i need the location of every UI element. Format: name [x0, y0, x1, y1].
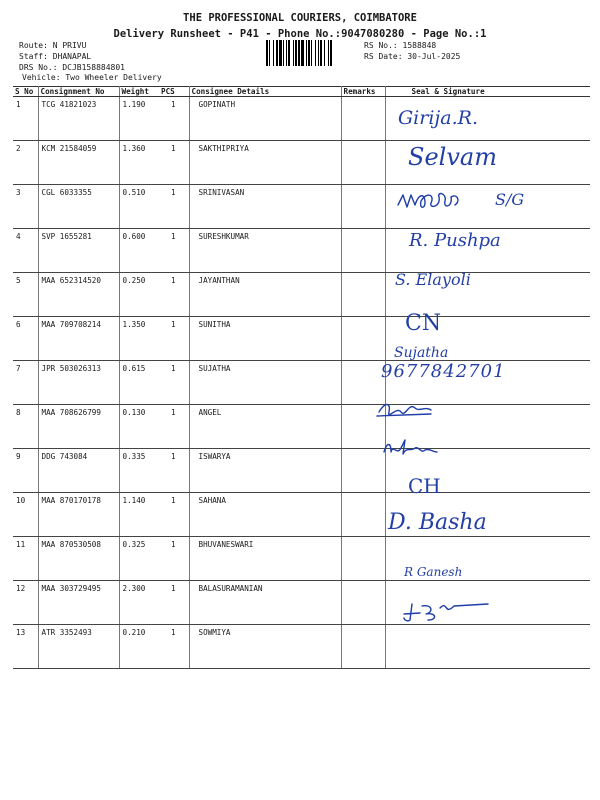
cell-consignment: DDG 743084: [38, 449, 119, 493]
cell-sno: 2: [13, 141, 38, 185]
cell-consignee: BALASURAMANIAN: [189, 581, 341, 625]
staff-label: Staff: DHANAPAL: [19, 52, 92, 61]
cell-signature: [385, 581, 590, 625]
table-row: [13, 581, 590, 625]
col-signature: Seal & Signature: [385, 87, 590, 97]
cell-signature: [385, 625, 590, 669]
cell-weight: 0.615: [119, 361, 159, 405]
cell-remarks: [341, 405, 385, 449]
cell-remarks: [341, 537, 385, 581]
signature-12: R Ganesh: [404, 565, 463, 579]
table-row: [13, 537, 590, 581]
drs-number: DRS No.: DCJB158884801: [19, 63, 125, 72]
cell-signature: [385, 97, 590, 141]
cell-consignment: JPR 503026313: [38, 361, 119, 405]
cell-consignment: ATR 3352493: [38, 625, 119, 669]
cell-consignee: SAHANA: [189, 493, 341, 537]
cell-remarks: [341, 185, 385, 229]
cell-weight: 2.300: [119, 581, 159, 625]
cell-sno: 11: [13, 537, 38, 581]
col-remarks: Remarks: [341, 87, 385, 97]
cell-sno: 6: [13, 317, 38, 361]
cell-signature: [385, 449, 590, 493]
cell-remarks: [341, 581, 385, 625]
cell-consignment: MAA 709708214: [38, 317, 119, 361]
cell-consignment: MAA 652314520: [38, 273, 119, 317]
cell-weight: 0.250: [119, 273, 159, 317]
cell-sno: 13: [13, 625, 38, 669]
cell-consignment: KCM 21584059: [38, 141, 119, 185]
table-row: [13, 493, 590, 537]
cell-pcs: 1: [159, 625, 189, 669]
cell-remarks: [341, 141, 385, 185]
cell-weight: 0.335: [119, 449, 159, 493]
cell-pcs: 1: [159, 229, 189, 273]
runsheet-table: [13, 86, 590, 669]
cell-consignee: SRINIVASAN: [189, 185, 341, 229]
cell-pcs: 1: [159, 581, 189, 625]
barcode-image: [266, 40, 350, 66]
cell-consignee: JAYANTHAN: [189, 273, 341, 317]
cell-remarks: [341, 493, 385, 537]
cell-consignee: ANGEL: [189, 405, 341, 449]
cell-remarks: [341, 317, 385, 361]
signature-5: S. Elayoli: [395, 270, 471, 289]
table-header-row: [13, 87, 590, 97]
cell-remarks: [341, 97, 385, 141]
cell-weight: 0.325: [119, 537, 159, 581]
cell-remarks: [341, 625, 385, 669]
cell-pcs: 1: [159, 405, 189, 449]
cell-signature: [385, 405, 590, 449]
cell-sno: 8: [13, 405, 38, 449]
cell-consignment: MAA 708626799: [38, 405, 119, 449]
col-weight: Weight: [119, 87, 159, 97]
cell-weight: 1.140: [119, 493, 159, 537]
cell-sno: 9: [13, 449, 38, 493]
cell-consignee: BHUVANESWARI: [189, 537, 341, 581]
rs-date: RS Date: 30-Jul-2025: [364, 52, 461, 61]
signature-11: D. Basha: [388, 510, 487, 535]
cell-consignee: GOPINATH: [189, 97, 341, 141]
signature-7-name: Sujatha: [394, 345, 449, 361]
signature-2: Selvam: [408, 143, 497, 171]
signature-4: R. Pushpa: [409, 230, 501, 251]
cell-pcs: 1: [159, 493, 189, 537]
cell-sno: 5: [13, 273, 38, 317]
signature-10: CH: [408, 474, 441, 498]
cell-signature: [385, 317, 590, 361]
cell-weight: 0.130: [119, 405, 159, 449]
cell-consignment: CGL 6033355: [38, 185, 119, 229]
cell-weight: 0.600: [119, 229, 159, 273]
cell-pcs: 1: [159, 361, 189, 405]
runsheet-title: Delivery Runsheet - P41 - Phone No.:9047080280 - Page No.:1: [113, 28, 487, 40]
cell-signature: [385, 229, 590, 273]
col-consignee: Consignee Details: [189, 87, 341, 97]
signature-1: Girija.R.: [398, 107, 479, 129]
company-title: THE PROFESSIONAL COURIERS, COIMBATORE: [183, 12, 417, 24]
table-row: [13, 449, 590, 493]
cell-sno: 4: [13, 229, 38, 273]
cell-pcs: 1: [159, 449, 189, 493]
cell-consignment: SVP 1655281: [38, 229, 119, 273]
cell-pcs: 1: [159, 317, 189, 361]
cell-pcs: 1: [159, 141, 189, 185]
table-row: [13, 317, 590, 361]
cell-pcs: 1: [159, 273, 189, 317]
table-row: [13, 625, 590, 669]
cell-weight: 1.190: [119, 97, 159, 141]
cell-signature: [385, 493, 590, 537]
cell-remarks: [341, 273, 385, 317]
cell-sno: 1: [13, 97, 38, 141]
cell-signature: [385, 141, 590, 185]
col-pcs: PCS: [159, 87, 189, 97]
cell-remarks: [341, 361, 385, 405]
svg-text:S/G: S/G: [495, 190, 525, 209]
table-row: [13, 97, 590, 141]
cell-consignee: SUNITHA: [189, 317, 341, 361]
col-sno: S No: [13, 87, 38, 97]
cell-signature: [385, 273, 590, 317]
cell-consignment: MAA 303729495: [38, 581, 119, 625]
cell-sno: 3: [13, 185, 38, 229]
cell-signature: [385, 361, 590, 405]
cell-pcs: 1: [159, 97, 189, 141]
table-row: [13, 229, 590, 273]
cell-consignee: SAKTHIPRIYA: [189, 141, 341, 185]
cell-consignment: TCG 41821023: [38, 97, 119, 141]
cell-weight: 1.360: [119, 141, 159, 185]
cell-signature: [385, 537, 590, 581]
cell-consignee: SOWMIYA: [189, 625, 341, 669]
cell-pcs: 1: [159, 537, 189, 581]
table-row: [13, 273, 590, 317]
cell-remarks: [341, 449, 385, 493]
table-row: [13, 405, 590, 449]
cell-signature: [385, 185, 590, 229]
table-row: [13, 361, 590, 405]
cell-sno: 12: [13, 581, 38, 625]
route-label: Route: N PRIVU: [19, 41, 87, 50]
table-row: [13, 141, 590, 185]
cell-consignee: SUJATHA: [189, 361, 341, 405]
cell-consignee: SURESHKUMAR: [189, 229, 341, 273]
rs-number: RS No.: 1588848: [364, 41, 437, 50]
cell-consignment: MAA 870530508: [38, 537, 119, 581]
cell-weight: 0.210: [119, 625, 159, 669]
cell-consignee: ISWARYA: [189, 449, 341, 493]
cell-weight: 1.350: [119, 317, 159, 361]
cell-sno: 7: [13, 361, 38, 405]
table-row: [13, 185, 590, 229]
col-consignment: Consignment No: [38, 87, 119, 97]
signature-7-phone: 9677842701: [381, 361, 506, 382]
cell-consignment: MAA 870170178: [38, 493, 119, 537]
cell-pcs: 1: [159, 185, 189, 229]
cell-weight: 0.510: [119, 185, 159, 229]
cell-remarks: [341, 229, 385, 273]
vehicle-label: Vehicle: Two Wheeler Delivery: [22, 73, 162, 82]
cell-sno: 10: [13, 493, 38, 537]
signature-6: CN: [405, 311, 442, 336]
